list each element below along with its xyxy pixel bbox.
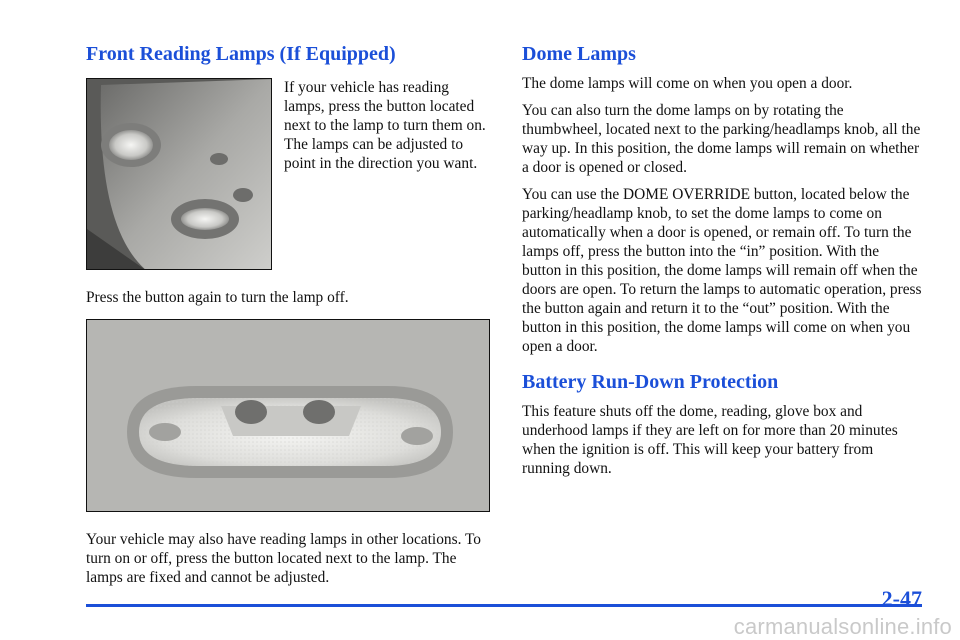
reading-lamp-photo — [86, 78, 272, 270]
reading-lamp-illustration — [87, 79, 272, 270]
dome-override-text: You can use the DOME OVERRIDE button, located below the parking/headlamp knob, to set the dome lamps to come on automatically when a door is opened, or remain off. To turn the lamps off, press the button into the “in” position. With the button in this position, the dome lamps will remain off when the doors are open. To return the lamps to automatic operation, press the button again and return it to the “out” position. With the button in this position, the dome lamps will come on when you open a door. — [522, 186, 922, 355]
reading-lamps-instructions: If your vehicle has reading lamps, press the button located next to the lamp to turn them on. The lamps can be adjusted to point in the direction you want. — [284, 79, 486, 172]
left-column — [86, 40, 490, 586]
footer-rule — [86, 604, 922, 607]
page-number: 2-47 — [881, 586, 922, 611]
right-column — [522, 40, 922, 486]
dome-lamps-intro: The dome lamps will come on when you open a door. — [522, 75, 853, 92]
dome-lamp-illustration — [87, 320, 490, 512]
other-reading-lamps-text: Your vehicle may also have reading lamps in other locations. To turn on or off, press the button located next to the lamp. The lamps are fixed and cannot be adjusted. — [86, 531, 482, 586]
section-heading-front-reading-lamps: Front Reading Lamps (If Equipped) — [86, 43, 396, 65]
section-heading-dome-lamps: Dome Lamps — [522, 43, 636, 65]
dome-lamps-thumbwheel: You can also turn the dome lamps on by rotating the thumbwheel, located next to the parking/headlamps knob, all the way up. In this position, the dome lamps will remain on whether a door is opened or closed. — [522, 102, 921, 176]
battery-protection-text: This feature shuts off the dome, reading, glove box and underhood lamps if they are left on for more than 20 minutes when the ignition is off. This will keep your battery from running down. — [522, 403, 898, 477]
watermark: carmanualsonline.info — [733, 614, 952, 639]
dome-lamp-photo — [86, 319, 490, 512]
press-again-text: Press the button again to turn the lamp off. — [86, 289, 349, 306]
section-heading-battery-protection: Battery Run-Down Protection — [522, 371, 779, 393]
